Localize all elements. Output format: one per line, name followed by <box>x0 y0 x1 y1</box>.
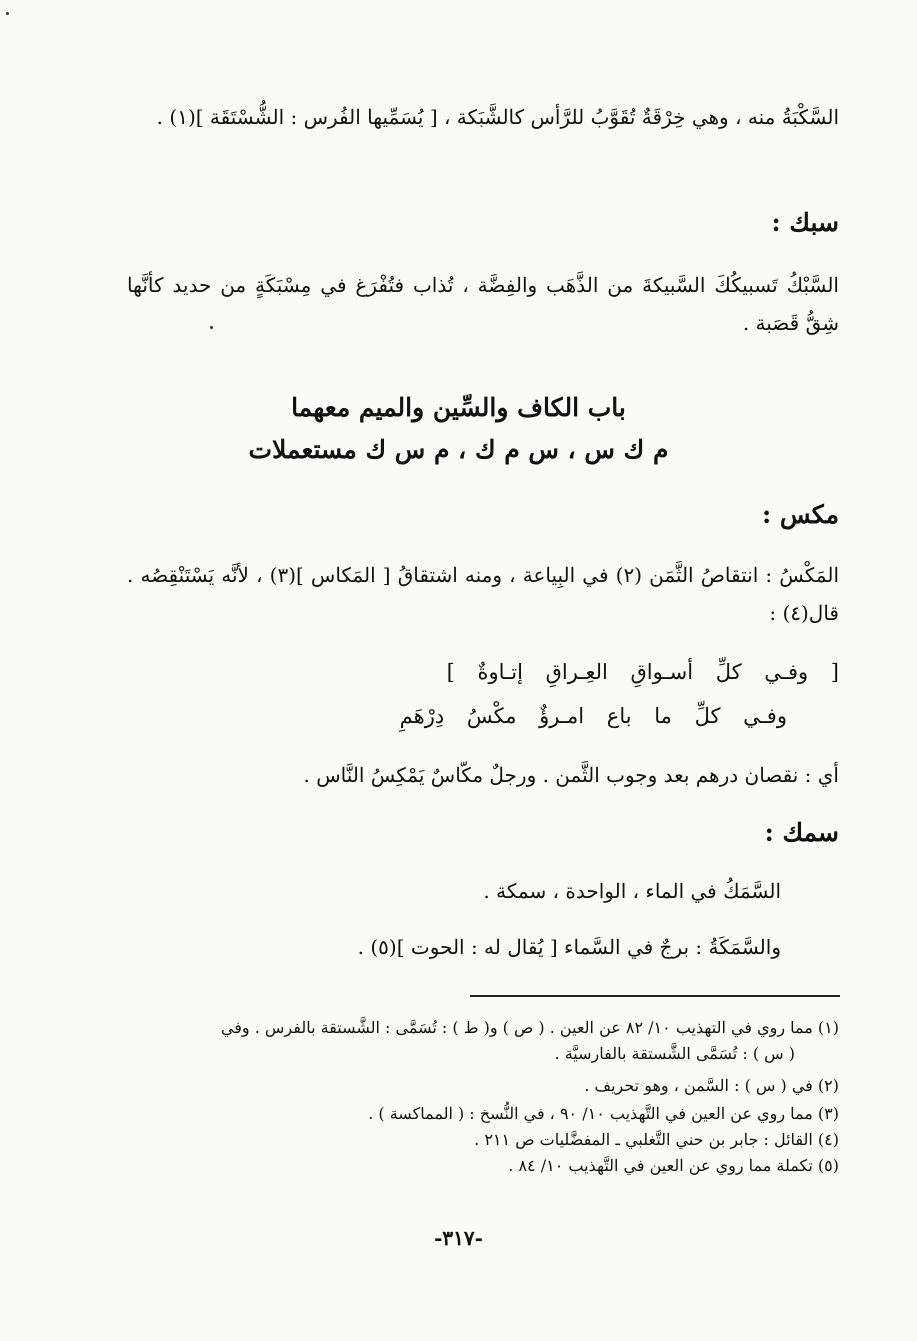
footnote-3: (٣) مما روي عن العين في التَّهذيب ١٠/ ٩٠ ، في النُّسخ : ( المماكسة ) . <box>368 1104 839 1123</box>
paragraph-samak: السَّمَكُ في الماء ، الواحدة ، سمكة . <box>483 879 781 903</box>
entry-heading-smk: سمك : <box>764 818 839 847</box>
footnote-divider <box>470 995 840 997</box>
paragraph-sabk: السَّبْكُ تَسبيكُكَ السَّبيكةَ من الذَّهَب والفِضَّة ، تُذاب فتُفْرَغ في مِسْبَكَةٍ من حديد كأنَّها شِقُّ قَصَبة . <box>127 273 839 335</box>
footnote-4: (٤) القائل : جابر بن حني التَّغلبي ـ المفضَّليات ص ٢١١ . <box>474 1130 839 1149</box>
entry-heading-mks: مكس : <box>761 500 839 529</box>
paragraph-maks: المَكْسُ : انتقاصُ الثَّمَن (٢) في البِياعة ، ومنه اشتقاقُ [ المَكاس ](٣) ، لأنَّه يَسْتَنْقِصُه . قال(٤) : <box>127 563 840 625</box>
paragraph-sakba: السَّكْبَةُ منه ، وهي خِرْقَةٌ تُقَوَّبُ للرَّأس كالشَّبَكة ، [ يُسَمِّيها الفُرس : الشُّسْتَقَة ](١) . <box>156 105 839 129</box>
chapter-subtitle: م ك س ، س م ك ، م س ك مستعملات <box>248 435 669 464</box>
paragraph-samaka: والسَّمَكَةُ : برجٌ في السَّماء [ يُقال له : الحوت ](٥) . <box>357 935 781 959</box>
verse-line-2: وفـي كلِّ ما باع امـرؤٌ مكْسُ دِرْهَمِ <box>399 704 787 728</box>
entry-heading-sbk: سبك : <box>771 208 839 237</box>
scan-speck <box>6 12 9 15</box>
verse-line-1: [ وفـي كلِّ أسـواقِ العِـراقِ إتـاوةٌ ] <box>446 660 839 684</box>
footnote-1-continued: ( س ) : تُسَمَّى الشَّستقة بالفارسيَّة . <box>554 1044 795 1063</box>
footnote-5: (٥) تكملة مما روي عن العين في التَّهذيب ١٠/ ٨٤ . <box>508 1156 839 1175</box>
scan-speck <box>210 326 213 329</box>
page-number: -٣١٧- <box>434 1226 483 1250</box>
footnote-2: (٢) في ( س ) : السَّمن ، وهو تحريف . <box>584 1076 839 1095</box>
footnote-1: (١) مما روي في التهذيب ١٠/ ٨٢ عن العين . ( ص ) و( ط ) : تُسَمَّى : الشَّستقة بالفرس . وفي <box>220 1018 839 1037</box>
chapter-title: باب الكاف والسِّين والميم معهما <box>291 393 626 422</box>
paragraph-explanation: أي : نقصان درهم بعد وجوب الثَّمن . ورجلٌ مكّاسٌ يَمْكِسُ النَّاس . <box>303 763 839 787</box>
